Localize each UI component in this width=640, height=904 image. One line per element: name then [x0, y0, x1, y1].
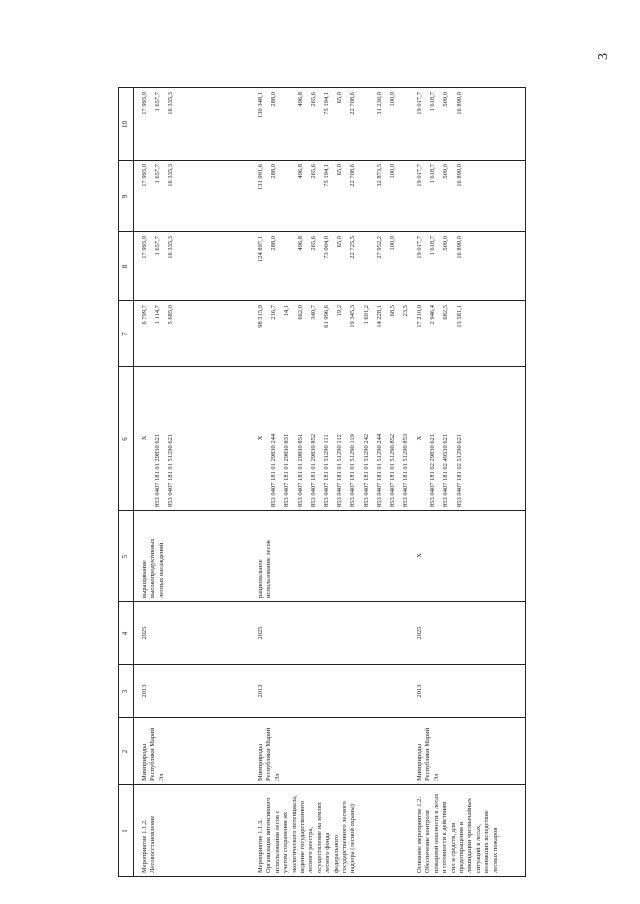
col-header-8: 8	[121, 264, 129, 269]
col-header-5: 5	[121, 554, 129, 559]
amount-c8: 73 004,0	[323, 236, 330, 259]
amount-c9: 19 017,7	[416, 164, 423, 187]
budget-code: 853 0407 181 01 51290 111	[323, 434, 330, 507]
amount-c8: 16 335,3	[167, 236, 175, 259]
measure-text: Мероприятие 1.1.3. Организация интенсивного использования лесов с учетом сохранения их экологического потенциала, ведение государственного лесного реестра, осуществление на землях лесного фонда федерального государственного лесного надзора (лесной охраны)	[257, 795, 357, 873]
budget-code: X	[416, 435, 423, 441]
amount-c7: 23,5	[402, 305, 410, 317]
amount-c10: 19 017,7	[416, 92, 423, 115]
budget-code: 853 0407 181 01 29830 831	[283, 433, 291, 507]
amount-c10: 22 708,6	[349, 92, 357, 115]
amount-c9: 17 993,0	[141, 164, 148, 187]
amount-c8: 288,0	[270, 236, 278, 251]
start-year: 2013	[416, 684, 423, 698]
amount-c8: 124 897,1	[257, 236, 264, 262]
amount-c10: 496,8	[296, 92, 304, 107]
amount-c9: 509,0	[442, 164, 450, 179]
amount-c7: 1 601,2	[362, 305, 370, 325]
budget-code: 853 0407 181 01 51290 244	[375, 433, 383, 507]
scanned-page-table	[118, 87, 526, 877]
amount-c8: 16 890,0	[455, 236, 463, 259]
amount-c9: 1 618,7	[429, 164, 437, 184]
amount-c7: 14,1	[283, 305, 291, 317]
amount-c9: 496,8	[296, 164, 304, 179]
amount-c7: 19,2	[336, 305, 344, 317]
amount-c8: 100,0	[389, 236, 396, 251]
budget-code: X	[257, 435, 264, 441]
amount-c7: 61 996,6	[323, 305, 330, 328]
amount-c10: 65,0	[336, 92, 344, 104]
amount-c9: 75 194,1	[323, 164, 330, 187]
amount-c8: 19 017,7	[416, 236, 423, 259]
executor-text: Минприроды Республики Марий Эл	[141, 727, 165, 781]
amount-c9: 131 991,6	[257, 164, 264, 190]
amount-c10: 17 993,0	[141, 92, 148, 115]
amount-c10: 288,0	[270, 92, 278, 107]
end-year: 2025	[257, 626, 264, 640]
amount-c9: 1 657,7	[154, 164, 162, 184]
start-year: 2013	[141, 684, 148, 698]
amount-c10: 1 657,7	[154, 92, 162, 112]
amount-c7: 19 345,3	[349, 305, 357, 328]
amount-c7: 98 515,9	[257, 305, 264, 328]
budget-code: 853 0407 181 02 51290 621	[455, 433, 463, 507]
executor-text: Минприроды Республики Марий Эл	[257, 727, 281, 781]
amount-c10: 130 348,1	[257, 92, 264, 118]
budget-code: 853 0407 181 01 51290 621	[167, 433, 175, 507]
col-header-6: 6	[121, 437, 129, 441]
amount-c7: 17 210,0	[416, 305, 423, 328]
measure-text: Мероприятие 1.1.2. Лесовосстановление	[141, 815, 157, 873]
amount-c8: 65,0	[336, 236, 344, 248]
budget-code: 853 0407 181 02 29830 621	[429, 433, 437, 507]
amount-c8: 22 725,5	[349, 236, 357, 259]
amount-c8: 17 993,0	[141, 236, 148, 259]
start-year: 2013	[257, 684, 264, 698]
amount-c9: 32 873,5	[375, 164, 383, 187]
amount-c10: 265,6	[309, 92, 317, 107]
result-text: выращивание высокопродуктивных лесных насаждений	[141, 538, 165, 598]
amount-c7: 13 581,1	[455, 305, 463, 328]
col-header-10: 10	[121, 121, 129, 128]
amount-c8: 496,8	[296, 236, 304, 251]
budget-code: 853 0407 181 01 51290 242	[362, 433, 370, 507]
budget-code: 853 0407 181 01 51290 853	[402, 433, 410, 507]
amount-c7: 6 799,7	[141, 305, 148, 325]
amount-c9: 22 708,6	[349, 164, 357, 187]
amount-c7: 340,7	[309, 305, 317, 320]
amount-c10: 75 194,1	[323, 92, 330, 115]
budget-code: 853 0407 181 01 51290 112	[336, 434, 344, 507]
rotated-table	[118, 87, 526, 877]
page-number: 3	[596, 53, 611, 60]
amount-c10: 31 230,0	[375, 92, 383, 115]
amount-c7: 662,0	[296, 305, 304, 320]
amount-c7: 5 685,0	[167, 305, 175, 325]
budget-code: 853 0407 181 01 29830 621	[154, 433, 162, 507]
amount-c7: 14 228,1	[375, 305, 383, 328]
amount-c10: 100,0	[389, 92, 396, 107]
col-header-3: 3	[121, 689, 129, 694]
amount-c10: 16 335,3	[167, 92, 175, 115]
col-header-9: 9	[121, 194, 129, 199]
amount-c10: 1 618,7	[429, 92, 437, 112]
col-header-4: 4	[121, 631, 129, 636]
budget-code: 853 0407 181 01 51290 119	[349, 434, 357, 507]
amount-c10: 16 890,0	[455, 92, 463, 115]
amount-c9: 65,0	[336, 164, 344, 176]
measure-text: Основное мероприятие 1.2. Обеспечение контроля пожарной опасности в лесах и готовности к действиям сил и средств, для предотвращения и ликвидации чрезвычайных ситуаций в лесах, возникших вследствие лесных пожаров	[416, 793, 499, 873]
amount-c9: 288,0	[270, 164, 278, 179]
amount-c9: 265,6	[309, 164, 317, 179]
col-header-2: 2	[121, 749, 129, 754]
amount-c10: 509,0	[442, 92, 450, 107]
amount-c7: 216,7	[270, 305, 278, 320]
amount-c9: 100,0	[389, 164, 396, 179]
executor-text: Минприроды Республики Марий Эл	[416, 727, 440, 781]
result-text: рациональное использование лесов	[257, 540, 273, 598]
amount-c7: 682,5	[442, 305, 450, 320]
budget-code: 853 0407 181 01 29830 244	[270, 433, 278, 507]
amount-c7: 68,5	[389, 305, 396, 317]
end-year: 2025	[416, 626, 423, 640]
budget-code: 853 0407 181 01 29830 851	[296, 433, 304, 507]
amount-c8: 265,6	[309, 236, 317, 251]
amount-c9: 16 890,0	[455, 164, 463, 187]
amount-c8: 1 657,7	[154, 236, 162, 256]
amount-c8: 27 952,2	[375, 236, 383, 259]
amount-c7: 1 114,7	[154, 305, 162, 325]
budget-code: X	[141, 435, 148, 441]
budget-code: 853 0407 181 01 29830 852	[309, 433, 317, 507]
amount-c9: 16 335,3	[167, 164, 175, 187]
result-text: X	[416, 553, 423, 558]
budget-code: 853 0407 181 01 51290 852	[389, 433, 396, 507]
amount-c7: 2 946,4	[429, 305, 437, 325]
end-year: 2025	[141, 626, 148, 640]
col-header-1: 1	[121, 829, 129, 833]
amount-c8: 509,0	[442, 236, 450, 251]
amount-c8: 1 618,7	[429, 236, 437, 256]
col-header-7: 7	[121, 332, 129, 336]
budget-code: 853 0407 181 02 49530 621	[442, 433, 450, 507]
